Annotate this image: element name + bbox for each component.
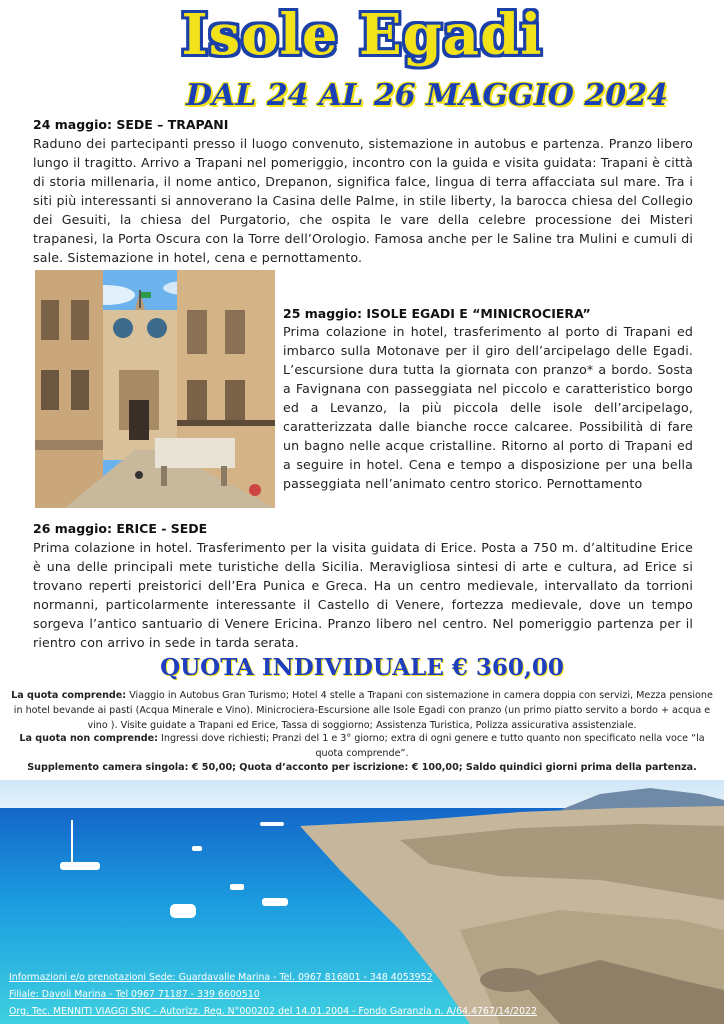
price-heading: QUOTA INDIVIDUALE € 360,00 — [160, 654, 564, 681]
organizer-line: Org. Tec. MENNITI VIAGGI SNC - Autorizz. Reg. N°000202 del 14.01.2004 - Fondo Garanzia n. A/64.4767/14/2022 — [9, 1006, 537, 1017]
includes-label: La quota comprende: — [11, 690, 127, 701]
excludes-block — [10, 731, 714, 761]
day1-heading: 24 maggio: SEDE – TRAPANI — [33, 117, 229, 132]
contact-line-branch[interactable]: Filiale: Davoli Marina - Tel 0967 71187 - 339 6600510 — [9, 989, 260, 1000]
day1-text: Raduno dei partecipanti presso il luogo convenuto, sistemazione in autobus e partenza. Pranzo libero lungo il tragitto. Arrivo a Trapani nel pomeriggio, incontro con la guida e visita guidata: Trapani è città di storia millenaria, il nome antico, Drepanon, significa falce, lingua di terra affacciata sul mare. Tra i siti più interessanti si annoverano la Casina delle Palme, in stile liberty, la barocca chiesa del Collegio dei Gesuiti, la chiesa del Purgatorio, che ospita le vare della celebre processione dei Misteri trapanesi, la Porta Oscura con la Torre dell’Orologio. Famosa anche per le Saline tra Mulini e cumuli di sale. Sistemazione in hotel, cena e pernottamento. — [33, 136, 693, 265]
trapani-street-photo — [35, 270, 275, 508]
egadi-coast-photo — [0, 780, 724, 1024]
includes-block — [10, 688, 714, 733]
trapani-street-illustration — [35, 270, 275, 508]
excludes-text: Ingressi dove richiesti; Pranzi del 1 e 3° giorno; extra di ogni genere e tutto quanto non specificato nella voce “la quota comprende”. — [158, 733, 705, 759]
trip-dates: DAL 24 AL 26 MAGGIO 2024 — [186, 78, 668, 113]
page-title: Isole Egadi — [181, 2, 543, 68]
excludes-label: La quota non comprende: — [19, 733, 158, 744]
day2-heading: 25 maggio: ISOLE EGADI E “MINICROCIERA” — [283, 306, 591, 321]
day2-text: Prima colazione in hotel, trasferimento al porto di Trapani ed imbarco sulla Motonave per il giro dell’arcipelago delle Egadi. L’escursione dura tutta la giornata con pranzo* a bordo. Sosta a Favignana con passeggiata nel piccolo e caratteristico borgo ed a Levanzo, la più piccola delle isole dell’arcipelago, caratterizzata dalle bianche rocce calcaree. Possibilità di fare un bagno nelle acque cristalline. Ritorno al porto di Trapani ed a seguire in hotel. Cena e tempo a disposizione per una bella passeggiata nell’animato centro storico. Pernottamento — [283, 324, 693, 491]
egadi-coast-illustration — [0, 780, 724, 1024]
includes-text: Viaggio in Autobus Gran Turismo; Hotel 4 stelle a Trapani con sistemazione in camera doppia con servizi, Mezza pensione in hotel bevande ai pasti (Acqua Minerale e Vino). Minicrociera-Escursione alle Isole Egadi con pranzo (un primo piatto servito a bordo + acqua e vino ). Visite guidate a Trapani ed Erice, Tassa di soggiorno; Assistenza Turistica, Polizza assicurativa assistenziale. — [13, 690, 713, 731]
contact-line-main[interactable]: Informazioni e/o prenotazioni Sede: Guardavalle Marina - Tel. 0967 816801 - 348 4053952 — [9, 972, 433, 983]
day3-heading: 26 maggio: ERICE - SEDE — [33, 521, 208, 536]
supplement-text: Supplemento camera singola: € 50,00; Quota d’acconto per iscrizione: € 100,00; Saldo quindici giorni prima della partenza. — [27, 762, 697, 773]
day3-text: Prima colazione in hotel. Trasferimento per la visita guidata di Erice. Posta a 750 m. d’altitudine Erice è una delle principali mete turistiche della Sicilia. Meravigliosa sintesi di arte e cultura, ad Erice si trovano reperti preistorici dell’Era Punica e Greca. Ha un centro medievale, intervallato da torrioni normanni, particolarmente interessante il Castello di Venere, fortezza medievale, dove un tempo sorgeva l’antico santuario di Venere Ericina. Pranzo libero nel centro. Nel pomeriggio partenza per il rientro con arrivo in sede in tarda serata. — [33, 540, 693, 650]
